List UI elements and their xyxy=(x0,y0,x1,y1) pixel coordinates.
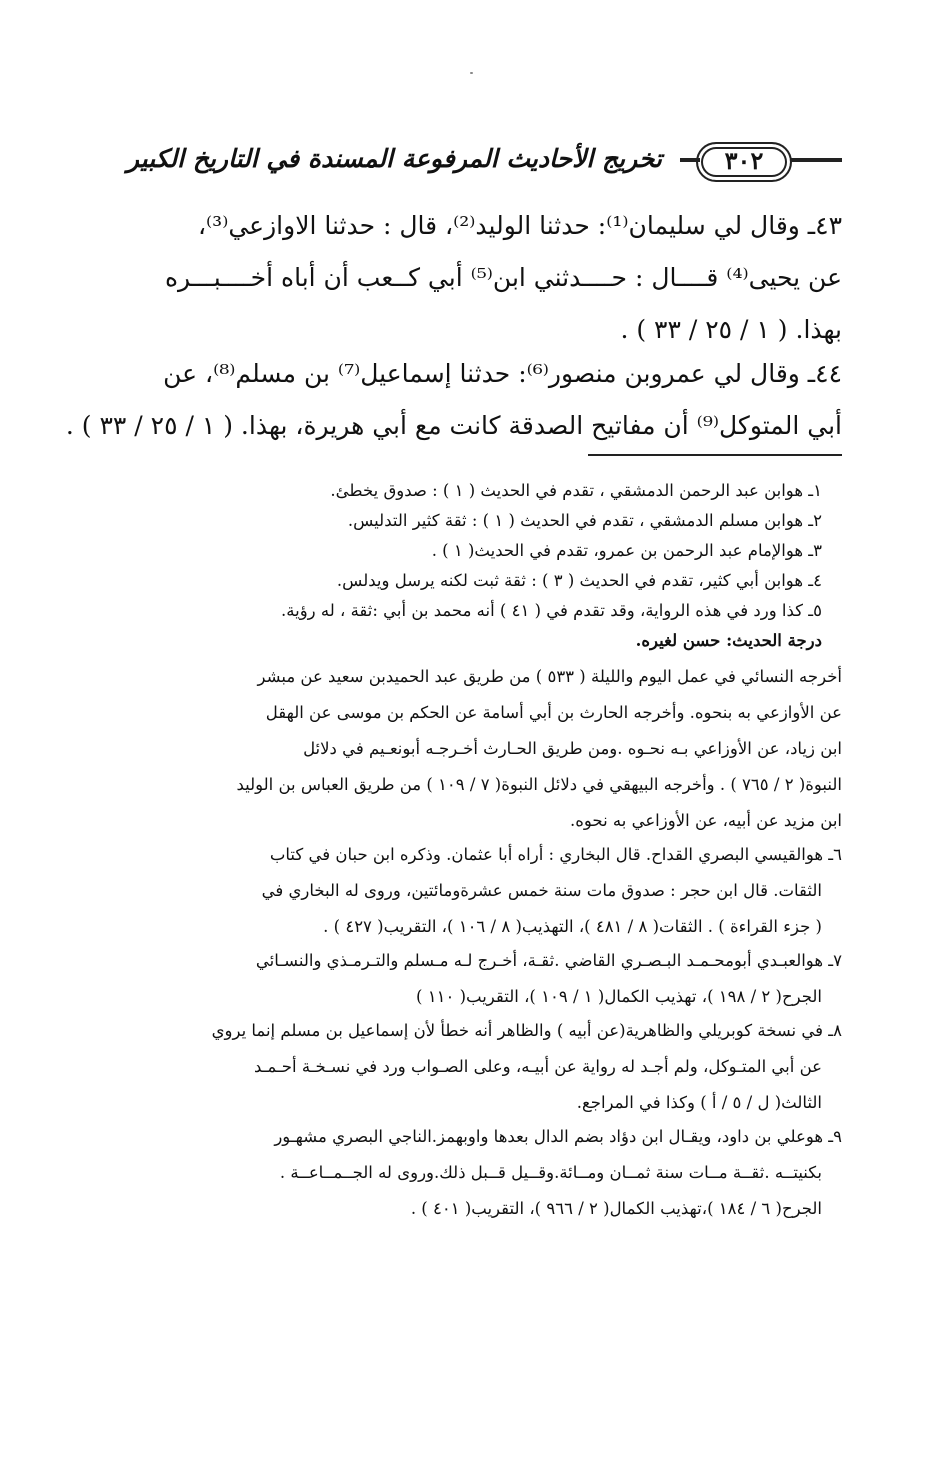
footnotes xyxy=(102,476,842,1224)
footnote-3: ٣ـ هوالإمام عبد الرحمن بن عمرو، تقدم في الحديث( ١ ) . xyxy=(431,541,822,560)
footnote-5: ٥ـ كذا ورد في هذه الرواية، وقد تقدم في ( ٤١ ) أنه محمد بن أبي :ثقة ، له رؤية. xyxy=(281,601,822,620)
footnote-divider xyxy=(588,454,842,456)
footnote-2: ٢ـ هوابن مسلم الدمشقي ، تقدم في الحديث ( ١ ) : ثقة كثير التدليس. xyxy=(347,511,822,530)
hadith-44-line-1: ٤٤ـ وقال لي عمروبن منصور⁽⁶⁾: حدثنا إسماعيل⁽⁷⁾ بن مسلم⁽⁸⁾، عن xyxy=(163,359,842,388)
footnote-6-line-1: ٦ـ هوالقيسي البصري القداح. قال البخاري : أراه أبا عثمان. وذكره ابن حبان في كتاب xyxy=(269,845,842,864)
hadith-44 xyxy=(65,348,842,452)
running-header xyxy=(100,140,842,184)
footnote-8-line-1: ٨ـ في نسخة كوبريلي والظاهرية(عن أبيه ) والظاهر أنه خطأ لأن إسماعيل بن مسلم إنما يروي xyxy=(211,1021,842,1040)
hadith-44-line-2: أبي المتوكل⁽⁹⁾ أن مفاتيح الصدقة كانت مع أبي هريرة، بهذا. ( ١ / ٢٥ / ٣٣ ) . xyxy=(65,411,842,440)
hadith-43-line-2: عن يحيى⁽⁴⁾ قــــال : حــــدثني ابن⁽⁵⁾ أبي كــعب أن أباه أخــــبـــره xyxy=(164,263,842,292)
page-number: ٣٠٢ xyxy=(724,146,764,175)
header-rule-right xyxy=(790,158,842,162)
footnote-6-line-3: ( جزء القراءة ) . الثقات( ٨ / ٤٨١ )، التهذيب( ٨ / ١٠٦ )، التقريب( ٤٢٧ ) . xyxy=(323,917,822,936)
footnote-9-line-2: بكنيتــه .ثقــة مــات سنة ثمــان ومــائة.وقــيل قــبل ذلك.وروى له الجــمــاعــة . xyxy=(279,1163,822,1182)
grade-text-line-2: عن الأوازعي به بنحوه. وأخرجه الحارث بن أبي أسامة عن الحكم بن موسى عن الهقل xyxy=(265,703,842,722)
footnote-6-line-2: الثقات. قال ابن حجر : صدوق مات سنة خمس عشرةومائتين، وروى له البخاري في xyxy=(261,881,822,900)
grade-text-line-1: أخرجه النسائي في عمل اليوم والليلة ( ٥٣٣ ) من طريق عبد الحميدبن سعيد عن مبشر xyxy=(257,667,842,686)
scan-speck xyxy=(470,72,473,74)
footnote-9-line-3: الجرح( ٦ / ١٨٤ )،تهذيب الكمال( ٢ / ٩٦٦ )، التقريب( ٤٠١ ) . xyxy=(410,1199,822,1218)
hadith-43-line-1: ٤٣ـ وقال لي سليمان⁽¹⁾: حدثنا الوليد⁽²⁾، قال : حدثنا الاوازعي⁽³⁾، xyxy=(197,211,842,240)
footnote-1: ١ـ هوابن عبد الرحمن الدمشقي ، تقدم في الحديث ( ١ ) : صدوق يخطئ. xyxy=(330,481,822,500)
header-rule-mid xyxy=(680,158,700,162)
footnote-7-line-2: الجرح( ٢ / ١٩٨ )، تهذيب الكمال( ١ / ١٠٩ )، التقريب( ١١٠ ) xyxy=(416,987,822,1006)
footnote-8-line-3: الثالث( ل / ٥ / أ ) وكذا في المراجع. xyxy=(576,1093,822,1112)
footnote-9-line-1: ٩ـ هوعلي بن داود، ويقـال ابن دؤاد بضم الدال بعدها واوبهمز.الناجي البصري مشهـور xyxy=(274,1127,842,1146)
page-number-badge xyxy=(696,142,792,182)
grade-text-line-3: ابن زياد، عن الأوزاعي بـه نحـوه .ومن طريق الحـارث أخـرجـه أبونعـيم في دلائل xyxy=(303,739,842,758)
hadith-43-line-3: بهذا. ( ١ / ٢٥ / ٣٣ ) . xyxy=(620,315,842,344)
grade-label: درجة الحديث: حسن لغيره. xyxy=(635,631,822,650)
grade-text-line-5: ابن مزيد عن أبيه، عن الأوزاعي به نحوه. xyxy=(570,811,842,830)
footnote-7-line-1: ٧ـ هوالعبـدي أبومحـمـد البـصـري القاضي .ثقـة، أخـرج لـه مـسلم والتـرمـذي والنسـائي xyxy=(255,951,842,970)
grade-text-line-4: النبوة( ٢ / ٧٦٥ ) . وأخرجه البيهقي في دلائل النبوة( ٧ / ١٠٩ ) من طريق العباس بن الوليد xyxy=(236,775,842,794)
footnote-8-line-2: عن أبي المتـوكل، ولم أجـد له رواية عن أبيـه، وعلى الصـواب ورد في نسـخـة أحـمـد xyxy=(253,1057,822,1076)
hadith-43 xyxy=(100,200,842,356)
running-title: تخريج الأحاديث المرفوعة المسندة في التاريخ الكبير xyxy=(126,144,662,173)
footnote-4: ٤ـ هوابن أبي كثير، تقدم في الحديث ( ٣ ) : ثقة ثبت لكنه يرسل ويدلس. xyxy=(336,571,822,590)
